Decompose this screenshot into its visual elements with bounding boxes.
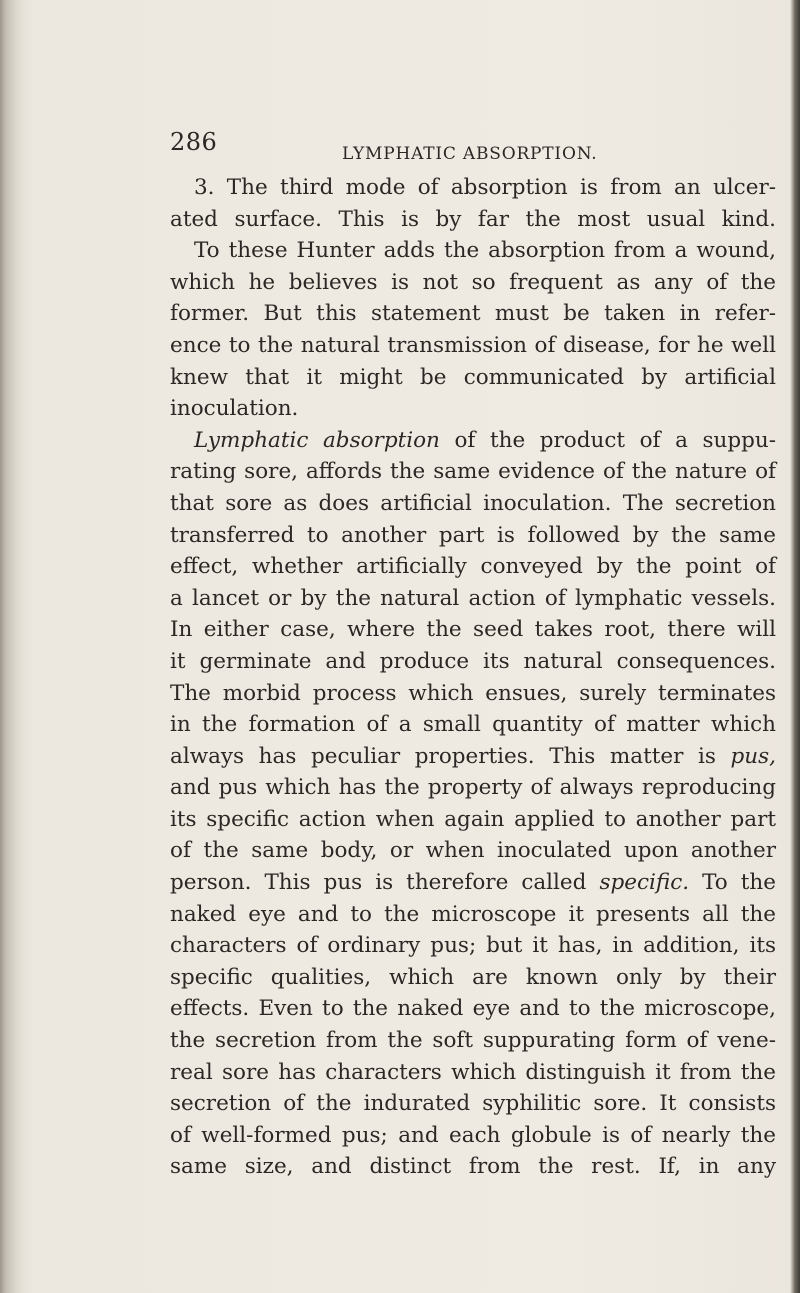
text-line: real sore has characters which distinguish it from the (170, 1059, 776, 1085)
text-line: that sore as does artificial inoculation. The secretion (170, 490, 776, 516)
text-line: rating sore, affords the same evidence of the nature of (170, 459, 776, 485)
text-line: effects. Even to the naked eye and to the microscope, (170, 996, 776, 1022)
text-line: secretion of the indurated syphilitic sore. It consists (170, 1091, 776, 1117)
page-edge (790, 0, 800, 1293)
text-line: which he believes is not so frequent as any of the (170, 269, 776, 295)
italic-word: pus, (730, 743, 776, 769)
line-text: person. This pus is therefore called (170, 870, 600, 896)
binding-gutter (0, 0, 22, 1293)
line-text-after: To the (689, 870, 776, 896)
text-line: transferred to another part is followed by the same (170, 522, 776, 548)
text-line: To these Hunter adds the absorption from a wound, (194, 238, 776, 264)
text-line: former. But this statement must be taken in refer- (170, 301, 776, 327)
line-text: always has peculiar properties. This matter is (170, 743, 731, 769)
italic-phrase: Lymphatic absorption (194, 427, 440, 453)
text-line: knew that it might be communicated by artificial (170, 364, 776, 390)
running-head: LYMPHATIC ABSORPTION. (342, 144, 598, 164)
text-line: The morbid process which ensues, surely terminates (170, 680, 776, 706)
text-line: ence to the natural transmission of disease, for he well (170, 332, 776, 358)
body-text (170, 172, 776, 1183)
text-line: the secretion from the soft suppurating form of vene- (170, 1028, 776, 1054)
text-line (170, 425, 776, 457)
text-line: of well-formed pus; and each globule is of nearly the (170, 1122, 776, 1148)
text-line: 3. The third mode of absorption is from an ulcer- (194, 175, 776, 200)
line-text: of the product of a suppu- (439, 427, 776, 453)
text-line: naked eye and to the microscope it presents all the (170, 901, 776, 927)
text-line: In either case, where the seed takes root, there will (170, 617, 776, 643)
italic-word: specific. (599, 870, 690, 896)
text-line: ated surface. This is by far the most usual kind. (170, 206, 776, 232)
text-line: of the same body, or when inoculated upon another (170, 838, 776, 864)
text-line: its specific action when again applied to another part (170, 806, 776, 832)
text-line: effect, whether artificially conveyed by the point of (170, 554, 776, 580)
text-line: characters of ordinary pus; but it has, in addition, its (170, 933, 776, 959)
text-line: inoculation. (170, 396, 299, 422)
text-line (170, 867, 776, 899)
text-line: in the formation of a small quantity of matter which (170, 712, 776, 738)
text-line: same size, and distinct from the rest. If, in any (170, 1154, 776, 1180)
text-line: specific qualities, which are known only by their (170, 964, 776, 990)
text-line: a lancet or by the natural action of lymphatic vessels. (170, 585, 776, 611)
text-line: it germinate and produce its natural consequences. (170, 648, 776, 674)
text-line (170, 741, 776, 773)
text-line: and pus which has the property of always reproducing (170, 775, 776, 801)
page-number: 286 (170, 128, 218, 156)
